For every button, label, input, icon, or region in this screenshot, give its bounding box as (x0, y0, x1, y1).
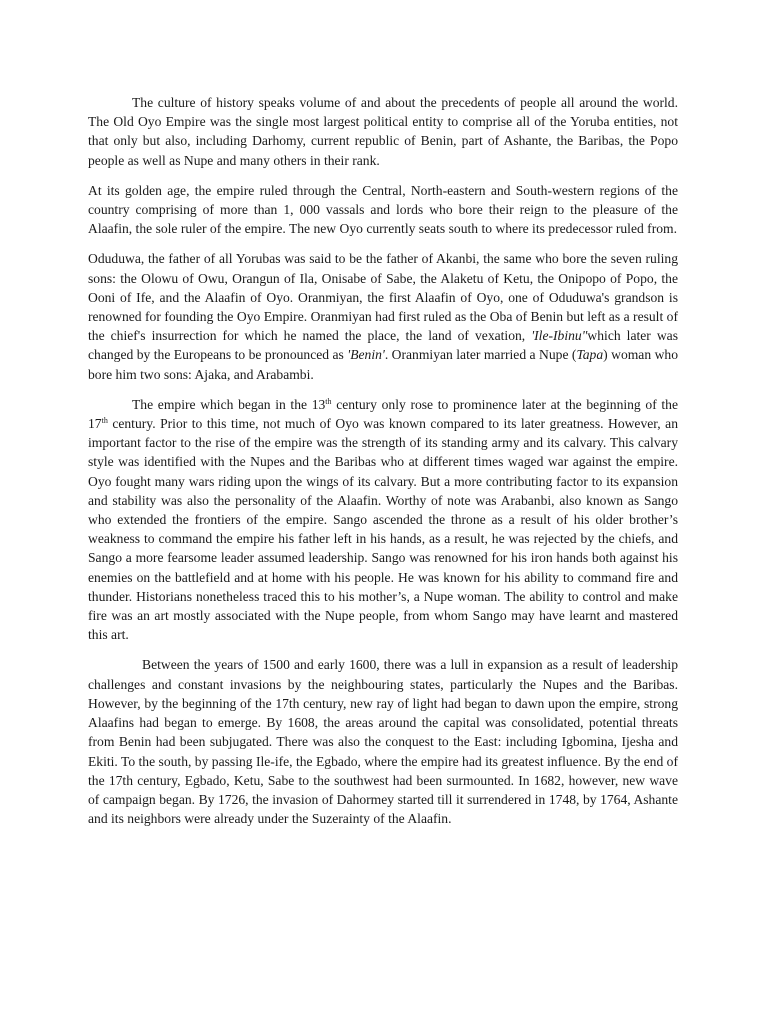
paragraph-3-text-c: which later was changed by the Europeans to be pronounced as (88, 328, 678, 363)
paragraph-2: At its golden age, the empire ruled through the Central, North-eastern and South-western regions of the country comprising of more than 1, 000 vassals and lords who bore their reign to the pleasure of the Alaafin, the sole ruler of the empire. The new Oyo currently seats south to where its predecessor ruled from. (88, 182, 678, 237)
paragraph-3-text-a: Oduduwa, the father of all Yorubas was said to be the father of Akanbi, the same who bore the seven ruling sons: the Olowu of Owu, Orangun of Ila, Onisabe of Sabe, the Alaketu of Ketu, the Onipopo of Popo, the Ooni of Ife, and the Alaafin of Oyo. Oranmiyan, the first Alaafin of Oyo, one of Oduduwa's grandson is renowned for founding the Oyo Empire. Oranmiyan had first ruled as the Oba of Benin but left as a result of the chief's insurrection for which he named the place, the land of vexation, (88, 251, 678, 344)
paragraph-3 (88, 249, 678, 383)
paragraph-4-text-b: century only rose to prominence later at the beginning of the 17 (88, 396, 678, 432)
paragraph-3-italic-ile-ibinu: 'Ile-Ibinu" (531, 328, 588, 344)
paragraph-3-italic-benin: 'Benin' (347, 347, 385, 363)
paragraph-4-text-c: century. Prior to this time, not much of Oyo was known compared to its later greatness. However, an important factor to the rise of the empire was the strength of its standing army and its calvary. This calvary style was identified with the Nupes and the Baribas who at different times waged war against the empire. Oyo fought many wars riding upon the wings of its calvary. But a more contributing factor to its expansion and stability was also the personality of the Alaafin. Worthy of note was Arabanbi, also known as Sango who extended the frontiers of the empire. Sango ascended the throne as a result of his older brother’s weakness to command the empire his father left in his hands, as a result, he was rejected by the chiefs, and Sango a more fearsome leader assumed leadership. Sango was renowned for his iron hands both against his enemies on the battlefield and at home with his people. He was known for his ability to command fire and thunder. Historians nonetheless traced this to his mother’s, a Nupe woman. The ability to control and make fire was an art mostly associated with the Nupe people, from whom Sango may have learnt and mastered this art. (88, 416, 678, 643)
paragraph-4-text-a: The empire which began in the 13 (132, 396, 326, 412)
paragraph-1: The culture of history speaks volume of and about the precedents of people all around the world. The Old Oyo Empire was the single most largest political entity to comprise all of the Yoruba entities, not that only but also, including Darhomy, current republic of Benin, part of Ashante, the Baribas, the Popo people as well as Nupe and many others in their rank. (88, 95, 678, 168)
paragraph-5: Between the years of 1500 and early 1600, there was a lull in expansion as a result of leadership challenges and constant invasions by the neighbouring states, particularly the Nupes and the Baribas. However, by the beginning of the 17th century, new ray of light had began to dawn upon the empire, strong Alaafins had began to emerge. By 1608, the areas around the capital was consolidated, potential threats from Benin had been subjugated. There was also the conquest to the East: including Igbomina, Ijesha and Ekiti. To the south, by passing Ile-ife, the Egbado, where the empire had its greatest influence. By the end of the 17th century, Egbado, Ketu, Sabe to the southwest had been surmounted. In 1682, however, new wave of campaign began. By 1726, the invasion of Dahormey started till it surrendered in 1748, by 1764, Ashante and its neighbors were already under the Suzerainty of the Alaafin. (88, 657, 678, 827)
paragraph-3-text-e: . Oranmiyan later married a Nupe ( (384, 347, 577, 363)
paragraph-3-italic-tapa: Tapa (576, 347, 604, 363)
paragraph-3-text-g: ) woman who bore him two sons: Ajaka, and Arabambi. (88, 347, 678, 382)
document-page (88, 93, 678, 839)
paragraph-4-superscript-1: th (325, 396, 332, 406)
paragraph-4 (88, 395, 678, 645)
paragraph-4-superscript-2: th (101, 416, 108, 426)
